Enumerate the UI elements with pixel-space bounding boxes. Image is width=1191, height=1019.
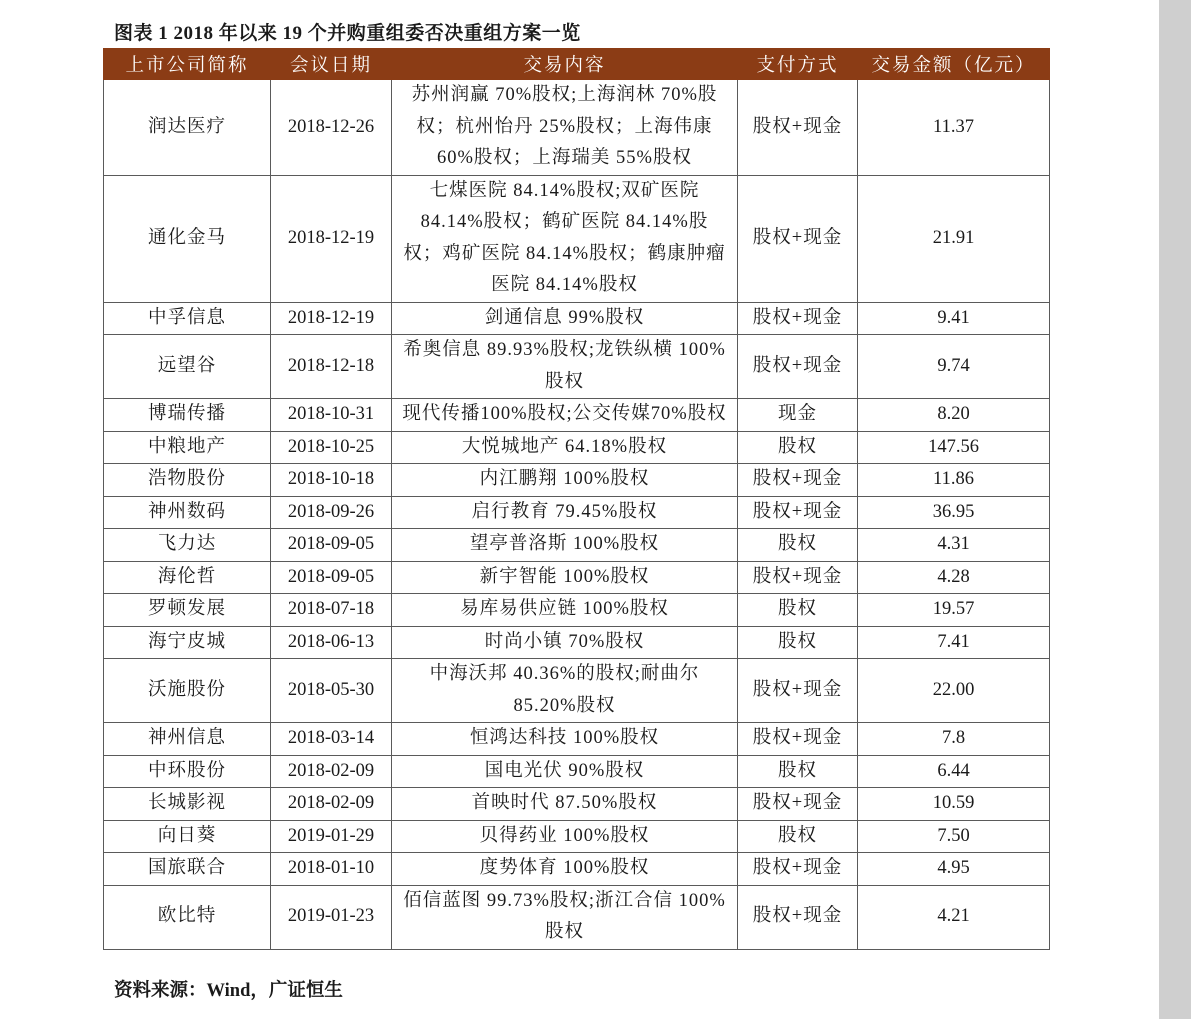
content-cell: 国电光伏 90%股权	[392, 755, 738, 788]
company-cell: 海宁皮城	[104, 626, 271, 659]
content-cell: 启行教育 79.45%股权	[392, 496, 738, 529]
table-header-row	[104, 49, 1050, 80]
company-cell: 中环股份	[104, 755, 271, 788]
content-cell: 中海沃邦 40.36%的股权;耐曲尔 85.20%股权	[392, 659, 738, 723]
amount-cell: 147.56	[858, 431, 1050, 464]
header-company: 上市公司简称	[104, 49, 271, 80]
payment-cell: 股权+现金	[738, 175, 858, 302]
company-cell: 飞力达	[104, 529, 271, 562]
table-row	[104, 626, 1050, 659]
restructuring-table	[103, 48, 1050, 950]
content-cell: 七煤医院 84.14%股权;双矿医院 84.14%股权；鹤矿医院 84.14%股权；鸡矿医院 84.14%股权；鹤康肿瘤医院 84.14%股权	[392, 175, 738, 302]
payment-cell: 股权+现金	[738, 561, 858, 594]
amount-cell: 21.91	[858, 175, 1050, 302]
amount-cell: 4.95	[858, 853, 1050, 886]
table-row	[104, 529, 1050, 562]
header-payment: 支付方式	[738, 49, 858, 80]
amount-cell: 10.59	[858, 788, 1050, 821]
date-cell: 2018-12-18	[271, 335, 392, 399]
content-cell: 望亭普洛斯 100%股权	[392, 529, 738, 562]
table-row	[104, 561, 1050, 594]
company-cell: 中孚信息	[104, 302, 271, 335]
date-cell: 2018-02-09	[271, 755, 392, 788]
payment-cell: 股权	[738, 529, 858, 562]
date-cell: 2018-02-09	[271, 788, 392, 821]
company-cell: 向日葵	[104, 820, 271, 853]
date-cell: 2018-12-19	[271, 302, 392, 335]
content-cell: 贝得药业 100%股权	[392, 820, 738, 853]
company-cell: 博瑞传播	[104, 399, 271, 432]
amount-cell: 22.00	[858, 659, 1050, 723]
table-row	[104, 175, 1050, 302]
table-row	[104, 594, 1050, 627]
table-row	[104, 723, 1050, 756]
date-cell: 2019-01-29	[271, 820, 392, 853]
date-cell: 2018-06-13	[271, 626, 392, 659]
table-row	[104, 788, 1050, 821]
table-row	[104, 853, 1050, 886]
amount-cell: 11.37	[858, 80, 1050, 176]
table-row	[104, 755, 1050, 788]
amount-cell: 4.31	[858, 529, 1050, 562]
content-cell: 内江鹏翔 100%股权	[392, 464, 738, 497]
source-note: 资料来源：Wind，广证恒生	[114, 981, 343, 1001]
table-row	[104, 431, 1050, 464]
payment-cell: 股权	[738, 820, 858, 853]
payment-cell: 股权+现金	[738, 464, 858, 497]
date-cell: 2018-09-05	[271, 561, 392, 594]
amount-cell: 11.86	[858, 464, 1050, 497]
table-row	[104, 335, 1050, 399]
amount-cell: 4.21	[858, 885, 1050, 949]
table-row	[104, 399, 1050, 432]
company-cell: 国旅联合	[104, 853, 271, 886]
company-cell: 欧比特	[104, 885, 271, 949]
amount-cell: 7.50	[858, 820, 1050, 853]
payment-cell: 股权+现金	[738, 302, 858, 335]
amount-cell: 7.8	[858, 723, 1050, 756]
company-cell: 罗顿发展	[104, 594, 271, 627]
date-cell: 2018-07-18	[271, 594, 392, 627]
header-content: 交易内容	[392, 49, 738, 80]
date-cell: 2018-03-14	[271, 723, 392, 756]
scrollbar[interactable]	[1159, 0, 1191, 1019]
content-cell: 度势体育 100%股权	[392, 853, 738, 886]
payment-cell: 股权	[738, 594, 858, 627]
content-cell: 佰信蓝图 99.73%股权;浙江合信 100%股权	[392, 885, 738, 949]
date-cell: 2019-01-23	[271, 885, 392, 949]
company-cell: 中粮地产	[104, 431, 271, 464]
date-cell: 2018-10-31	[271, 399, 392, 432]
company-cell: 润达医疗	[104, 80, 271, 176]
company-cell: 海伦哲	[104, 561, 271, 594]
payment-cell: 股权+现金	[738, 723, 858, 756]
payment-cell: 股权+现金	[738, 659, 858, 723]
payment-cell: 股权+现金	[738, 885, 858, 949]
content-cell: 新宇智能 100%股权	[392, 561, 738, 594]
content-cell: 剑通信息 99%股权	[392, 302, 738, 335]
table-row	[104, 659, 1050, 723]
content-cell: 大悦城地产 64.18%股权	[392, 431, 738, 464]
table-row	[104, 302, 1050, 335]
amount-cell: 9.74	[858, 335, 1050, 399]
amount-cell: 6.44	[858, 755, 1050, 788]
date-cell: 2018-09-26	[271, 496, 392, 529]
date-cell: 2018-01-10	[271, 853, 392, 886]
company-cell: 神州信息	[104, 723, 271, 756]
payment-cell: 股权	[738, 755, 858, 788]
content-cell: 苏州润赢 70%股权;上海润林 70%股权；杭州怡丹 25%股权；上海伟康 60%股权；上海瑞美 55%股权	[392, 80, 738, 176]
payment-cell: 股权	[738, 626, 858, 659]
company-cell: 远望谷	[104, 335, 271, 399]
payment-cell: 股权+现金	[738, 853, 858, 886]
content-cell: 时尚小镇 70%股权	[392, 626, 738, 659]
table-caption: 图表 1 2018 年以来 19 个并购重组委否决重组方案一览	[114, 23, 581, 44]
company-cell: 长城影视	[104, 788, 271, 821]
payment-cell: 股权+现金	[738, 80, 858, 176]
amount-cell: 36.95	[858, 496, 1050, 529]
table-row	[104, 80, 1050, 176]
date-cell: 2018-10-25	[271, 431, 392, 464]
header-amount: 交易金额（亿元）	[858, 49, 1050, 80]
amount-cell: 19.57	[858, 594, 1050, 627]
company-cell: 通化金马	[104, 175, 271, 302]
amount-cell: 8.20	[858, 399, 1050, 432]
payment-cell: 股权	[738, 431, 858, 464]
date-cell: 2018-09-05	[271, 529, 392, 562]
company-cell: 浩物股份	[104, 464, 271, 497]
content-cell: 易库易供应链 100%股权	[392, 594, 738, 627]
date-cell: 2018-12-19	[271, 175, 392, 302]
date-cell: 2018-10-18	[271, 464, 392, 497]
content-cell: 恒鸿达科技 100%股权	[392, 723, 738, 756]
date-cell: 2018-05-30	[271, 659, 392, 723]
table-body	[104, 80, 1050, 950]
date-cell: 2018-12-26	[271, 80, 392, 176]
amount-cell: 7.41	[858, 626, 1050, 659]
table-row	[104, 496, 1050, 529]
payment-cell: 股权+现金	[738, 788, 858, 821]
amount-cell: 4.28	[858, 561, 1050, 594]
content-cell: 首映时代 87.50%股权	[392, 788, 738, 821]
payment-cell: 股权+现金	[738, 335, 858, 399]
table-row	[104, 885, 1050, 949]
content-cell: 希奥信息 89.93%股权;龙铁纵横 100%股权	[392, 335, 738, 399]
company-cell: 神州数码	[104, 496, 271, 529]
header-date: 会议日期	[271, 49, 392, 80]
table-row	[104, 464, 1050, 497]
content-cell: 现代传播100%股权;公交传媒70%股权	[392, 399, 738, 432]
table-row	[104, 820, 1050, 853]
company-cell: 沃施股份	[104, 659, 271, 723]
amount-cell: 9.41	[858, 302, 1050, 335]
payment-cell: 现金	[738, 399, 858, 432]
payment-cell: 股权+现金	[738, 496, 858, 529]
